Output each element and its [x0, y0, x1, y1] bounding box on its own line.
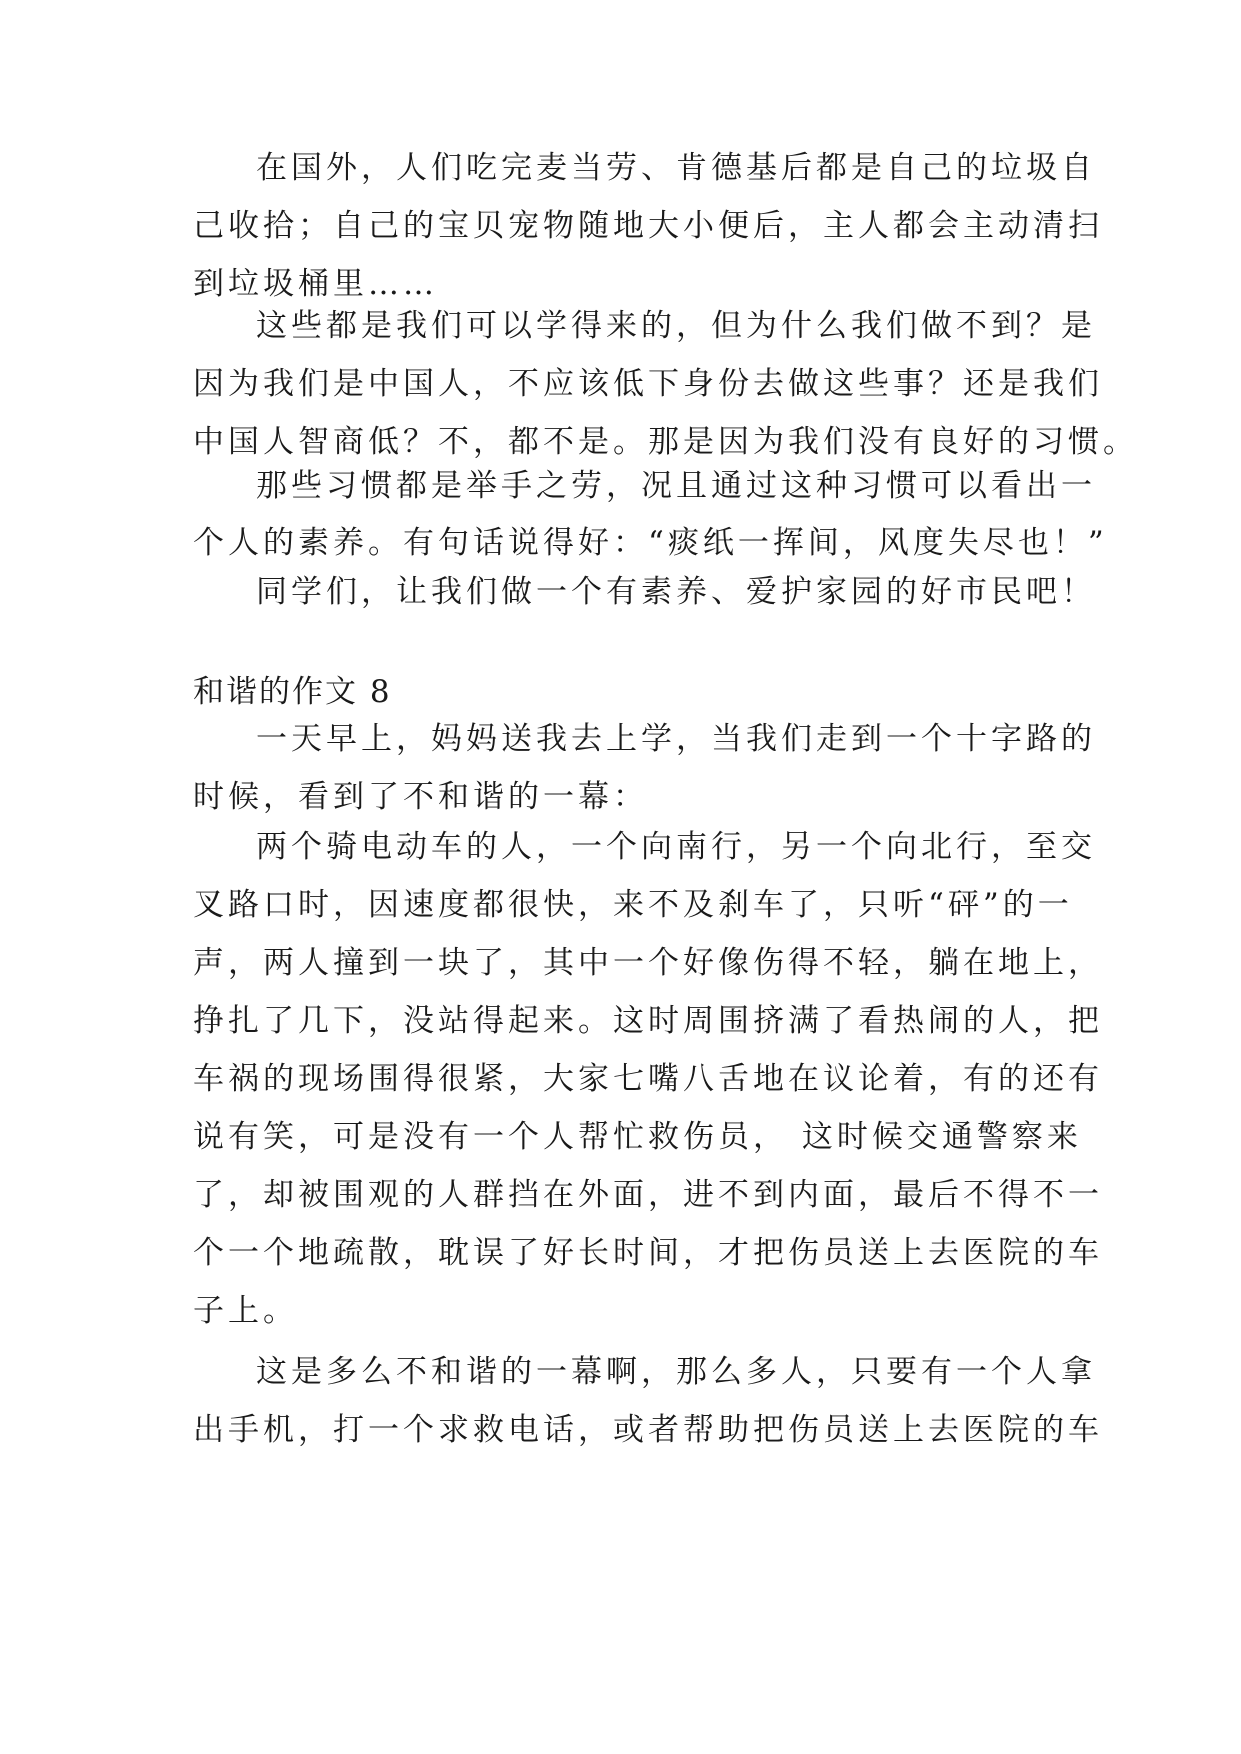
paragraph-line: 中国人智商低？不，都不是。那是因为我们没有良好的习惯。	[193, 424, 1138, 460]
paragraph-line: 声，两人撞到一块了，其中一个好像伤得不轻，躺在地上，	[193, 945, 1103, 981]
paragraph-line: 那些习惯都是举手之劳，况且通过这种习惯可以看出一	[256, 468, 1096, 504]
paragraph-line: 在国外，人们吃完麦当劳、肯德基后都是自己的垃圾自	[256, 150, 1096, 186]
paragraph-line: 车祸的现场围得很紧，大家七嘴八舌地在议论着，有的还有	[193, 1061, 1103, 1097]
section-title: 和谐的作文 8	[193, 674, 392, 710]
paragraph-line: 到垃圾桶里……	[193, 266, 438, 302]
paragraph-line: 这是多么不和谐的一幕啊，那么多人，只要有一个人拿	[256, 1354, 1096, 1390]
paragraph-line: 一天早上，妈妈送我去上学，当我们走到一个十字路的	[256, 721, 1096, 757]
paragraph-line: 因为我们是中国人，不应该低下身份去做这些事？还是我们	[193, 366, 1103, 402]
paragraph-line: 这些都是我们可以学得来的，但为什么我们做不到？是	[256, 308, 1096, 344]
paragraph-line: 子上。	[193, 1293, 298, 1329]
paragraph-line: 个一个地疏散，耽误了好长时间，才把伤员送上去医院的车	[193, 1235, 1103, 1271]
paragraph-line: 时候，看到了不和谐的一幕：	[193, 779, 648, 815]
paragraph-line: 说有笑，可是没有一个人帮忙救伤员， 这时候交通警察来	[193, 1119, 1082, 1155]
paragraph-line: 个人的素养。有句话说得好：“痰纸一挥间，风度失尽也！”	[193, 525, 1108, 561]
paragraph-line: 叉路口时，因速度都很快，来不及刹车了，只听“砰”的一	[193, 887, 1073, 923]
paragraph-line: 己收拾；自己的宝贝宠物随地大小便后，主人都会主动清扫	[193, 208, 1103, 244]
paragraph-line: 同学们，让我们做一个有素养、爱护家园的好市民吧！	[256, 574, 1096, 610]
paragraph-line: 挣扎了几下，没站得起来。这时周围挤满了看热闹的人，把	[193, 1003, 1103, 1039]
paragraph-line: 出手机，打一个求救电话，或者帮助把伤员送上去医院的车	[193, 1412, 1103, 1448]
paragraph-line: 两个骑电动车的人，一个向南行，另一个向北行，至交	[256, 829, 1096, 865]
paragraph-line: 了，却被围观的人群挡在外面，进不到内面，最后不得不一	[193, 1177, 1103, 1213]
